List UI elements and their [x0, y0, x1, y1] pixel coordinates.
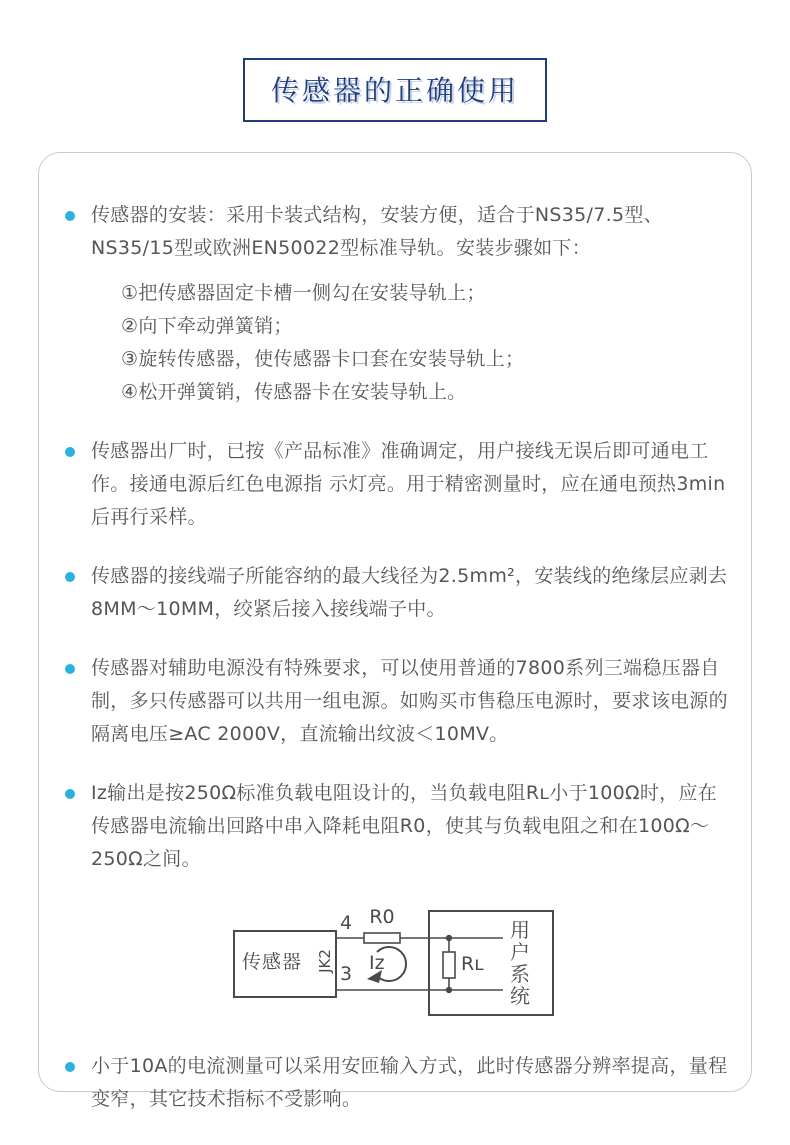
- bullet-dot-icon: [65, 1062, 75, 1072]
- resistor-rl-label: Rʟ: [461, 953, 484, 975]
- bullet-text: 传感器出厂时，已按《产品标准》准确调定，用户接线无误后即可通电工作。接通电源后红色电源指 示灯亮。用于精密测量时，应在通电预热3min后再行采样。: [91, 440, 726, 528]
- bullet-text: Iz输出是按250Ω标准负载电阻设计的，当负载电阻Rʟ小于100Ω时，应在传感器电流输出回路中串入降耗电阻R0，使其与负载电阻之和在100Ω～250Ω之间。: [91, 782, 718, 870]
- connector-label: JK2: [316, 949, 334, 973]
- step-3: ③旋转传感器，使传感器卡口套在安装导轨上；: [121, 348, 525, 370]
- bullet-installation: [63, 199, 731, 409]
- terminal-3-label: 3: [340, 963, 353, 985]
- bullet-calibration: [63, 435, 731, 534]
- terminal-4-label: 4: [340, 912, 353, 934]
- bullet-dot-icon: [65, 789, 75, 799]
- bullet-text: 传感器对辅助电源没有特殊要求，可以使用普通的7800系列三端稳压器自制，多只传感器可以共用一组电源。如购买市售稳压电源时，要求该电源的隔离电压≥AC 2000V，直流输出纹波＜10MV。: [91, 657, 728, 745]
- bullet-text: 传感器的安装：采用卡装式结构，安装方便，适合于NS35/7.5型、NS35/15型或欧洲EN50022型标准导轨。安装步骤如下：: [91, 204, 663, 259]
- step-1: ①把传感器固定卡槽一侧勾在安装导轨上；: [121, 282, 486, 304]
- bullet-dot-icon: [65, 664, 75, 674]
- bullet-dot-icon: [65, 572, 75, 582]
- content-card: [38, 152, 752, 1110]
- bullet-wiring: [63, 560, 731, 626]
- bullet-text: 小于10A的电流测量可以采用安匝输入方式，此时传感器分辨率提高，量程变窄，其它技术指标不受影响。: [91, 1055, 728, 1110]
- bullet-iz-output: [63, 777, 731, 876]
- bullet-dot-icon: [65, 211, 75, 221]
- user-system-label: 用户系统: [510, 918, 530, 1008]
- bullet-ampere-turn: [63, 1050, 731, 1116]
- resistor-r0-label: R0: [369, 906, 395, 928]
- step-4: ④松开弹簧销，传感器卡在安装导轨上。: [121, 381, 467, 403]
- bullet-dot-icon: [65, 447, 75, 457]
- bullet-power-supply: [63, 652, 731, 751]
- page-title: 传感器的正确使用: [270, 74, 520, 107]
- current-iz-label: Iz: [369, 952, 385, 974]
- title-banner: [243, 58, 547, 122]
- circuit-diagram: [226, 902, 566, 1024]
- sensor-box-label: 传感器: [242, 951, 303, 973]
- installation-steps: [121, 277, 741, 409]
- bullet-text: 传感器的接线端子所能容纳的最大线径为2.5mm²，安装线的绝缘层应剥去8MM～10MM，绞紧后接入接线端子中。: [91, 565, 728, 620]
- step-2: ②向下牵动弹簧销；: [121, 315, 293, 337]
